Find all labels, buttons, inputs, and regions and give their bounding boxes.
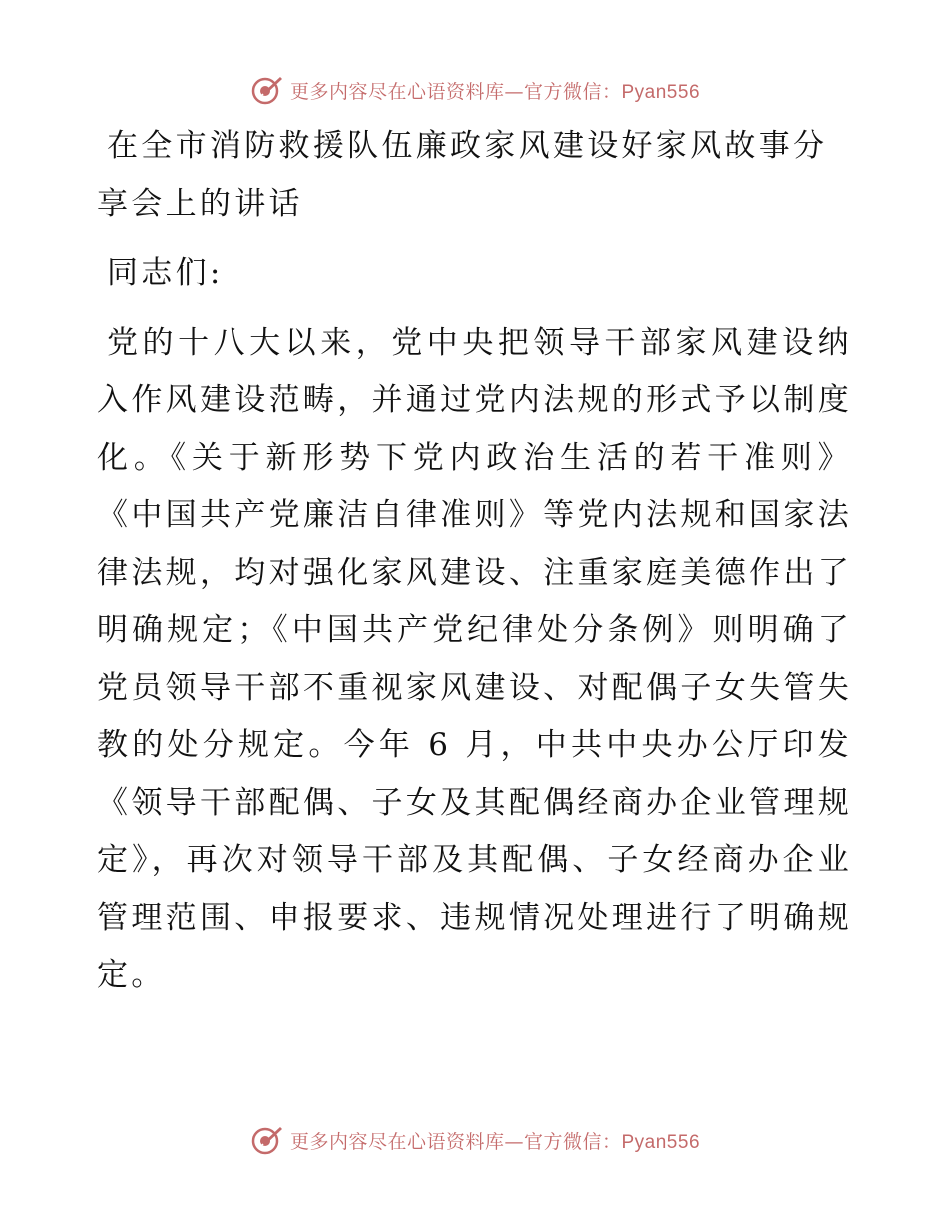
header-watermark bbox=[0, 70, 950, 110]
document-title: 在全市消防救援队伍廉政家风建设好家风故事分享会上的讲话 bbox=[97, 128, 828, 222]
footer-watermark bbox=[0, 1120, 950, 1160]
watermark-text: 更多内容尽在心语资料库—官方微信：Pyan556 bbox=[289, 1130, 701, 1153]
pen-logo-icon bbox=[250, 73, 284, 107]
greeting: 同志们: bbox=[107, 255, 224, 291]
document-body bbox=[97, 118, 852, 1005]
paragraph: 党的十八大以来，党中央把领导干部家风建设纳入作风建设范畴，并通过党内法规的形式予以制度化。《关于新形势下党内政治生活的若干准则》《中国共产党廉洁自律准则》等党内法规和国家法律法规，均对强化家风建设、注重家庭美德作出了明确规定；《中国共产党纪律处分条例》则明确了党员领导干部不重视家风建设、对配偶子女失管失教的处分规定。今年 6 月，中共中央办公厅印发《领导干部配偶、子女及其配偶经商办企业管理规定》，再次对领导干部及其配偶、子女经商办企业管理范围、申报要求、违规情况处理进行了明确规定。 bbox=[97, 324, 852, 993]
watermark-text: 更多内容尽在心语资料库—官方微信：Pyan556 bbox=[289, 80, 701, 103]
pen-logo-icon bbox=[250, 1123, 284, 1157]
